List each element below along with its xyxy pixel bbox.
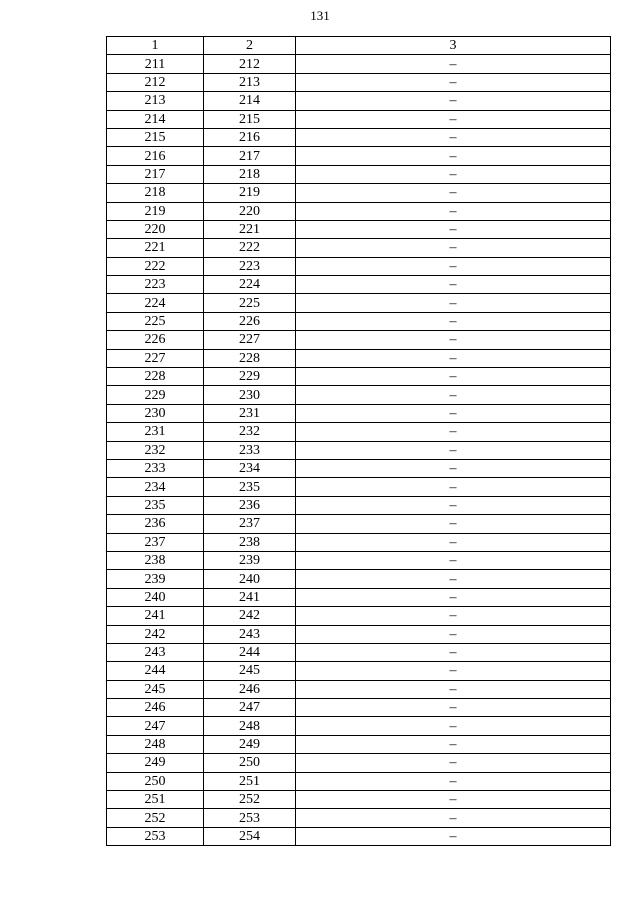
table-cell-col-1: 233 [107, 459, 204, 477]
table-row [107, 754, 611, 772]
table-cell-col-1: 211 [107, 55, 204, 73]
table-row [107, 717, 611, 735]
table-row [107, 772, 611, 790]
table-cell-col-1: 227 [107, 349, 204, 367]
table-cell-col-3: – [296, 220, 611, 238]
table-row [107, 147, 611, 165]
table-row [107, 625, 611, 643]
table-cell-col-1: 226 [107, 331, 204, 349]
table-cell-col-3: – [296, 699, 611, 717]
table-cell-col-3: – [296, 662, 611, 680]
table-cell-col-1: 248 [107, 735, 204, 753]
table-cell-col-2: 215 [204, 110, 296, 128]
table-row [107, 662, 611, 680]
table-cell-col-3: – [296, 331, 611, 349]
table-cell-col-2: 232 [204, 423, 296, 441]
table-cell-col-2: 217 [204, 147, 296, 165]
table-cell-col-1: 222 [107, 257, 204, 275]
table-row [107, 184, 611, 202]
table-row [107, 312, 611, 330]
column-header-3: 3 [296, 37, 611, 55]
table-row [107, 276, 611, 294]
table-cell-col-1: 218 [107, 184, 204, 202]
table-row [107, 827, 611, 845]
table-cell-col-2: 213 [204, 73, 296, 91]
table-cell-col-3: – [296, 110, 611, 128]
table-row [107, 441, 611, 459]
table-cell-col-3: – [296, 92, 611, 110]
table-cell-col-2: 247 [204, 699, 296, 717]
table-cell-col-3: – [296, 680, 611, 698]
table-cell-col-2: 218 [204, 165, 296, 183]
column-header-2: 2 [204, 37, 296, 55]
table-cell-col-1: 224 [107, 294, 204, 312]
table-row [107, 515, 611, 533]
table-cell-col-3: – [296, 239, 611, 257]
table-cell-col-3: – [296, 73, 611, 91]
table-cell-col-2: 239 [204, 551, 296, 569]
table-row [107, 643, 611, 661]
table-cell-col-1: 229 [107, 386, 204, 404]
table-row [107, 165, 611, 183]
table-cell-col-1: 232 [107, 441, 204, 459]
table-cell-col-2: 219 [204, 184, 296, 202]
table-cell-col-3: – [296, 459, 611, 477]
table-cell-col-2: 216 [204, 128, 296, 146]
table-row [107, 92, 611, 110]
table-cell-col-1: 242 [107, 625, 204, 643]
table-cell-col-3: – [296, 404, 611, 422]
table-row [107, 496, 611, 514]
data-table [106, 36, 611, 846]
table-cell-col-1: 220 [107, 220, 204, 238]
table-cell-col-2: 235 [204, 478, 296, 496]
table-row [107, 551, 611, 569]
table-row [107, 735, 611, 753]
table-cell-col-1: 244 [107, 662, 204, 680]
table-cell-col-2: 236 [204, 496, 296, 514]
table-cell-col-2: 254 [204, 827, 296, 845]
table-row [107, 294, 611, 312]
table-cell-col-2: 227 [204, 331, 296, 349]
table-cell-col-2: 225 [204, 294, 296, 312]
table-cell-col-3: – [296, 55, 611, 73]
table-cell-col-3: – [296, 257, 611, 275]
table-cell-col-3: – [296, 570, 611, 588]
table-cell-col-3: – [296, 441, 611, 459]
table-cell-col-2: 224 [204, 276, 296, 294]
table-cell-col-1: 223 [107, 276, 204, 294]
table-cell-col-2: 246 [204, 680, 296, 698]
table-cell-col-1: 221 [107, 239, 204, 257]
table-cell-col-1: 253 [107, 827, 204, 845]
table-cell-col-3: – [296, 809, 611, 827]
table-cell-col-3: – [296, 735, 611, 753]
table-row [107, 404, 611, 422]
table-row [107, 533, 611, 551]
table-row [107, 257, 611, 275]
table-cell-col-2: 243 [204, 625, 296, 643]
table-cell-col-2: 221 [204, 220, 296, 238]
table-cell-col-3: – [296, 772, 611, 790]
table-cell-col-3: – [296, 717, 611, 735]
table-cell-col-3: – [296, 128, 611, 146]
column-header-1: 1 [107, 37, 204, 55]
table-cell-col-2: 214 [204, 92, 296, 110]
table-cell-col-1: 230 [107, 404, 204, 422]
table-cell-col-2: 248 [204, 717, 296, 735]
table-cell-col-1: 235 [107, 496, 204, 514]
table-cell-col-2: 244 [204, 643, 296, 661]
table-cell-col-1: 238 [107, 551, 204, 569]
table-cell-col-1: 245 [107, 680, 204, 698]
table-cell-col-2: 242 [204, 607, 296, 625]
table-cell-col-1: 236 [107, 515, 204, 533]
table-cell-col-3: – [296, 588, 611, 606]
table-cell-col-3: – [296, 294, 611, 312]
table-cell-col-3: – [296, 386, 611, 404]
table-row [107, 699, 611, 717]
table-cell-col-3: – [296, 423, 611, 441]
table-cell-col-3: – [296, 312, 611, 330]
table-row [107, 588, 611, 606]
table-row [107, 55, 611, 73]
table-cell-col-3: – [296, 147, 611, 165]
table-row [107, 607, 611, 625]
table-row [107, 202, 611, 220]
table-cell-col-3: – [296, 551, 611, 569]
table-cell-col-1: 219 [107, 202, 204, 220]
table-cell-col-2: 253 [204, 809, 296, 827]
table-cell-col-2: 231 [204, 404, 296, 422]
table-row [107, 73, 611, 91]
table-row [107, 239, 611, 257]
table-cell-col-1: 241 [107, 607, 204, 625]
table-cell-col-2: 237 [204, 515, 296, 533]
table-cell-col-1: 237 [107, 533, 204, 551]
table-cell-col-3: – [296, 533, 611, 551]
table-cell-col-1: 212 [107, 73, 204, 91]
table-row [107, 570, 611, 588]
table-cell-col-3: – [296, 349, 611, 367]
table-cell-col-1: 215 [107, 128, 204, 146]
table-cell-col-3: – [296, 184, 611, 202]
table-cell-col-3: – [296, 496, 611, 514]
table-cell-col-1: 251 [107, 791, 204, 809]
table-cell-col-3: – [296, 515, 611, 533]
table-cell-col-2: 212 [204, 55, 296, 73]
table-cell-col-1: 252 [107, 809, 204, 827]
table-row [107, 331, 611, 349]
table-cell-col-1: 228 [107, 368, 204, 386]
table-cell-col-2: 223 [204, 257, 296, 275]
table-cell-col-2: 240 [204, 570, 296, 588]
table-row [107, 809, 611, 827]
table-cell-col-1: 239 [107, 570, 204, 588]
table-row [107, 110, 611, 128]
table-cell-col-2: 220 [204, 202, 296, 220]
table-cell-col-3: – [296, 827, 611, 845]
table-row [107, 128, 611, 146]
table-cell-col-2: 226 [204, 312, 296, 330]
table-row [107, 680, 611, 698]
table-cell-col-1: 243 [107, 643, 204, 661]
table-cell-col-3: – [296, 202, 611, 220]
table-cell-col-3: – [296, 368, 611, 386]
table-row [107, 386, 611, 404]
page-number: 131 [310, 8, 330, 23]
table-row [107, 791, 611, 809]
table-cell-col-3: – [296, 791, 611, 809]
table-cell-col-1: 234 [107, 478, 204, 496]
table-cell-col-1: 250 [107, 772, 204, 790]
table-cell-col-3: – [296, 643, 611, 661]
table-row [107, 368, 611, 386]
table-row [107, 459, 611, 477]
table-cell-col-2: 251 [204, 772, 296, 790]
table-cell-col-2: 233 [204, 441, 296, 459]
table-cell-col-3: – [296, 478, 611, 496]
table-cell-col-2: 229 [204, 368, 296, 386]
table-cell-col-2: 222 [204, 239, 296, 257]
table-cell-col-2: 250 [204, 754, 296, 772]
table-cell-col-2: 252 [204, 791, 296, 809]
table-cell-col-1: 231 [107, 423, 204, 441]
table-cell-col-1: 217 [107, 165, 204, 183]
table-cell-col-1: 216 [107, 147, 204, 165]
table-cell-col-2: 245 [204, 662, 296, 680]
table-cell-col-2: 228 [204, 349, 296, 367]
table-row [107, 349, 611, 367]
table-cell-col-2: 230 [204, 386, 296, 404]
table-cell-col-3: – [296, 165, 611, 183]
table-cell-col-2: 234 [204, 459, 296, 477]
table-cell-col-3: – [296, 276, 611, 294]
table-cell-col-2: 238 [204, 533, 296, 551]
table-cell-col-1: 246 [107, 699, 204, 717]
table-row [107, 220, 611, 238]
table-cell-col-2: 249 [204, 735, 296, 753]
table-cell-col-2: 241 [204, 588, 296, 606]
table-cell-col-1: 247 [107, 717, 204, 735]
table-row [107, 423, 611, 441]
table-cell-col-3: – [296, 754, 611, 772]
table-cell-col-1: 249 [107, 754, 204, 772]
table-cell-col-1: 225 [107, 312, 204, 330]
table-header-row [107, 37, 611, 55]
table-cell-col-3: – [296, 607, 611, 625]
table-cell-col-3: – [296, 625, 611, 643]
table-cell-col-1: 240 [107, 588, 204, 606]
table-cell-col-1: 213 [107, 92, 204, 110]
table-row [107, 478, 611, 496]
table-cell-col-1: 214 [107, 110, 204, 128]
